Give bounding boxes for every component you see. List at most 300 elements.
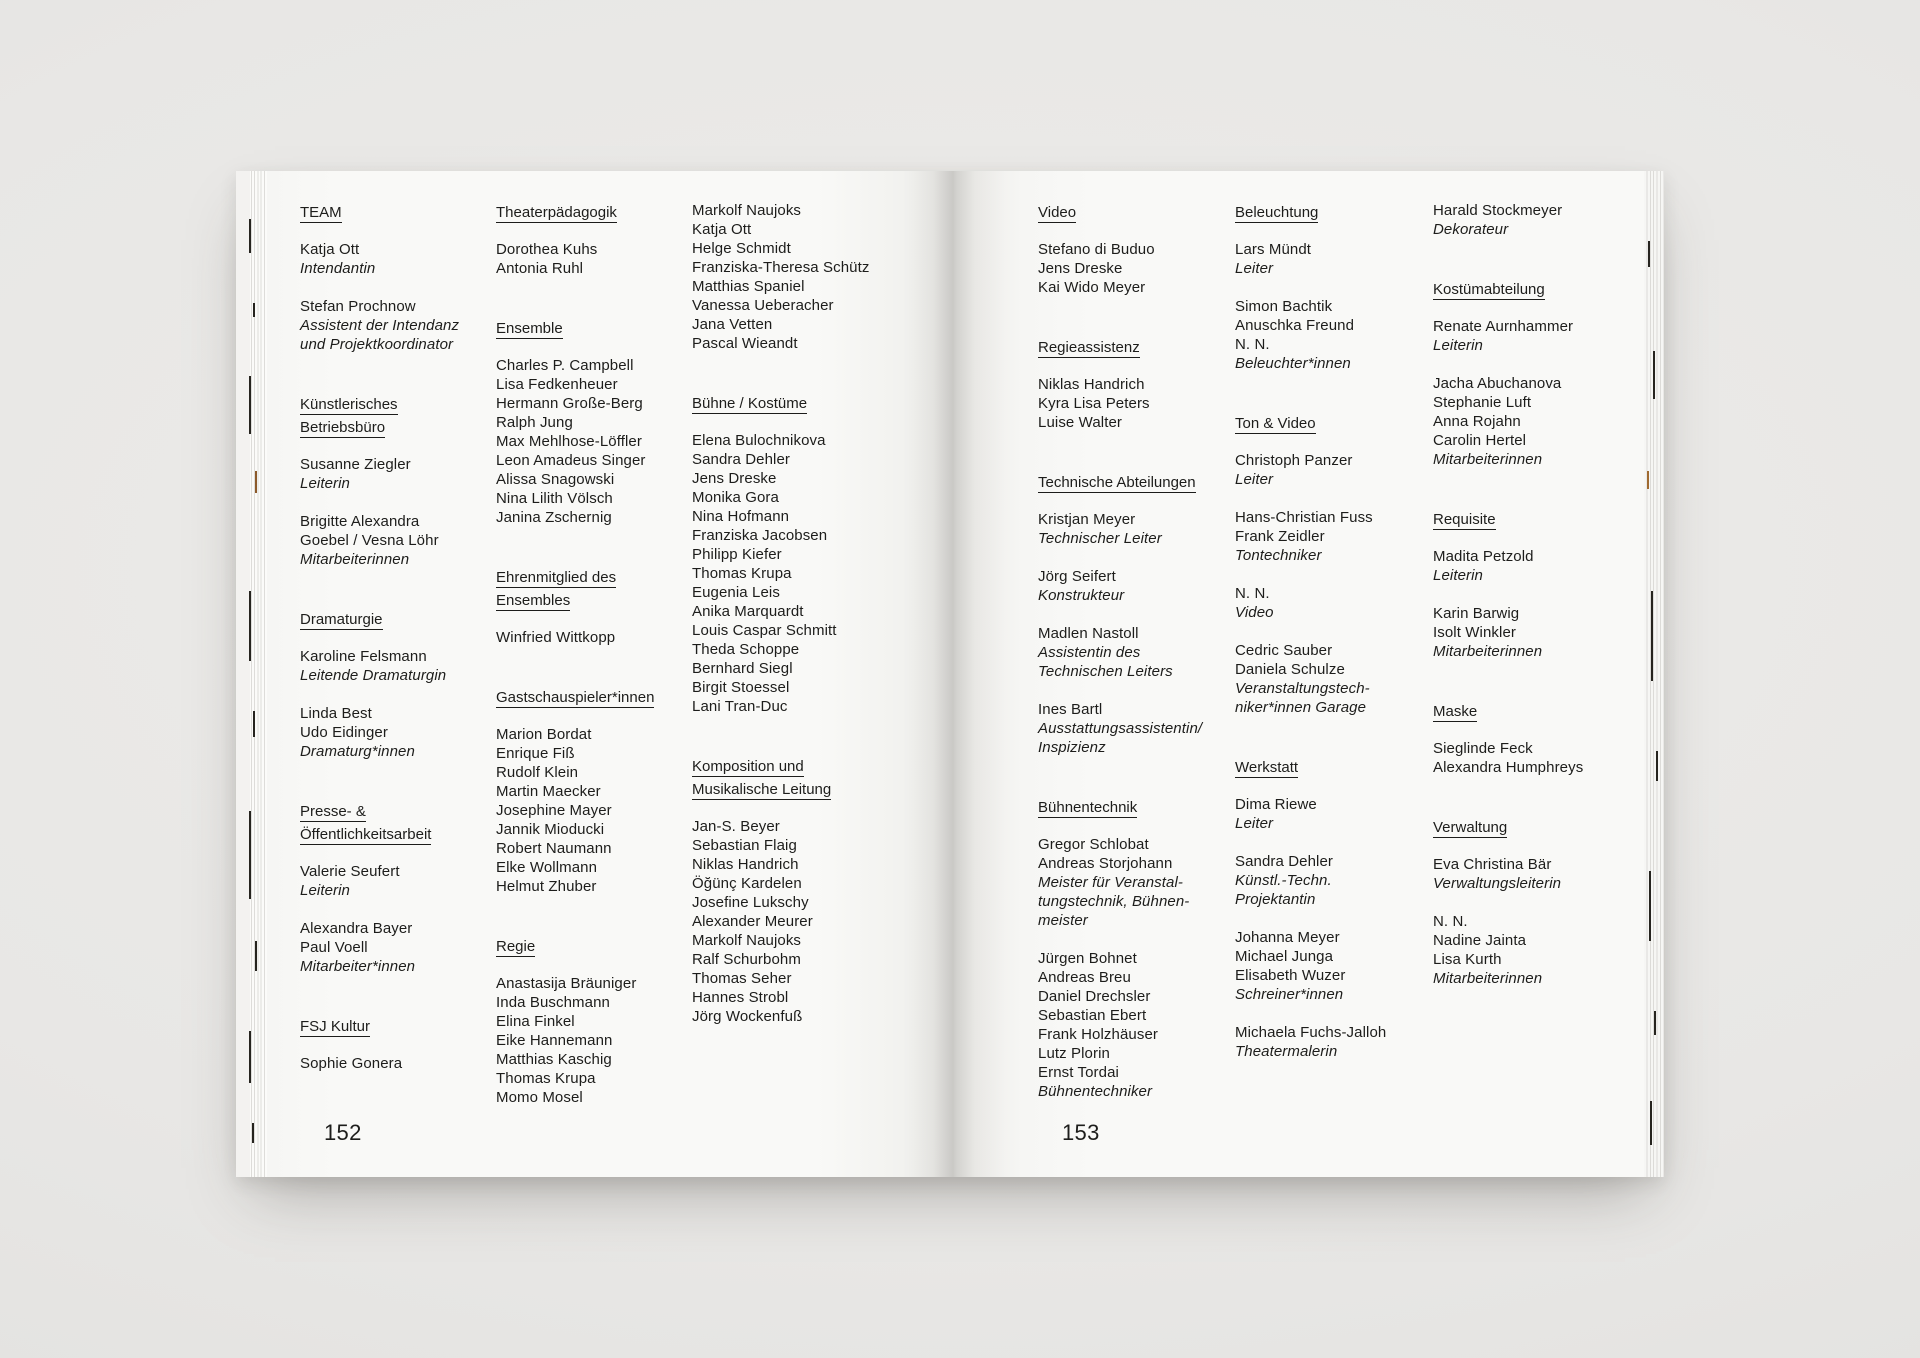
person-name: Anuschka Freund (1235, 317, 1355, 334)
section-heading-line (692, 755, 888, 778)
person-name: Ernst Tordai (1038, 1064, 1119, 1081)
person-name: Carolin Hertel (1433, 432, 1527, 449)
person-name: Michael Junga (1235, 948, 1334, 965)
section-heading-line (1433, 700, 1629, 723)
section-heading (1038, 201, 1234, 224)
credit-group (1433, 201, 1629, 239)
page-columns (267, 171, 954, 1177)
person-name: Markolf Naujoks (692, 932, 802, 949)
section-heading-line (1235, 201, 1431, 224)
heading-text: FSJ Kultur (300, 1018, 371, 1035)
credit-group (1038, 700, 1234, 757)
person-name: Frank Zeidler (1235, 528, 1325, 545)
role-label: Schreiner*innen (1235, 986, 1344, 1003)
person-name: Jana Vetten (692, 316, 773, 333)
page-number-right: 153 (1062, 1120, 1100, 1145)
person-name: Sandra Dehler (1235, 853, 1334, 870)
person-name: Udo Eidinger (300, 724, 388, 741)
credit-group (1235, 1023, 1431, 1061)
role-label: Tontechniker (1235, 547, 1322, 564)
section-heading (1038, 796, 1234, 819)
credit-group (300, 647, 496, 685)
heading-text: Gastschauspieler*innen (496, 689, 655, 706)
heading-text: Ensemble (496, 320, 563, 337)
credit-group (1038, 949, 1234, 1101)
section-heading (300, 201, 496, 224)
credit-group (1235, 584, 1431, 622)
person-name: N. N. (1235, 336, 1270, 353)
role-label: Dekorateur (1433, 221, 1509, 238)
person-name: Linda Best (300, 705, 372, 722)
section-heading (1235, 412, 1431, 435)
heading-text: Betriebsbüro (300, 419, 386, 436)
role-label: Intendantin (300, 260, 376, 277)
person-name: Andreas Breu (1038, 969, 1131, 986)
person-name: Josefine Lukschy (692, 894, 809, 911)
section-heading (496, 317, 692, 340)
person-name: N. N. (1235, 585, 1270, 602)
person-name: Alexandra Bayer (300, 920, 413, 937)
person-name: Elina Finkel (496, 1013, 575, 1030)
person-name: Winfried Wittkopp (496, 629, 616, 646)
role-label: Künstl.-Techn. (1235, 872, 1332, 889)
person-name: Anika Marquardt (692, 603, 804, 620)
page-number-left: 152 (324, 1120, 362, 1145)
person-name: Alexandra Humphreys (1433, 759, 1584, 776)
role-label: Mitarbeiterinnen (1433, 970, 1543, 987)
section-heading (496, 566, 692, 612)
role-label: niker*innen Garage (1235, 699, 1367, 716)
person-name: Stefano di Buduo (1038, 241, 1155, 258)
credit-group (1235, 641, 1431, 717)
person-name: Ralf Schurbohm (692, 951, 801, 968)
person-name: Pascal Wieandt (692, 335, 798, 352)
credit-group (300, 862, 496, 900)
person-name: Christoph Panzer (1235, 452, 1353, 469)
edge-mark (1649, 871, 1651, 941)
section-heading (1433, 508, 1629, 531)
person-name: Susanne Ziegler (300, 456, 411, 473)
page-columns (954, 171, 1644, 1177)
credit-group (300, 1054, 496, 1073)
section-heading-line (1433, 816, 1629, 839)
person-name: Elisabeth Wuzer (1235, 967, 1346, 984)
credit-group (1433, 374, 1629, 469)
section-heading-line (300, 201, 496, 224)
person-name: Ralph Jung (496, 414, 573, 431)
section-heading (300, 608, 496, 631)
person-name: Lisa Fedkenheuer (496, 376, 618, 393)
person-name: Bernhard Siegl (692, 660, 793, 677)
edge-mark (253, 711, 255, 737)
book-page-right (954, 171, 1644, 1177)
heading-text: Ehrenmitglied des (496, 569, 617, 586)
person-name: Sophie Gonera (300, 1055, 403, 1072)
role-label: Leiter (1235, 815, 1274, 832)
person-name: Madita Petzold (1433, 548, 1534, 565)
person-name: Kai Wido Meyer (1038, 279, 1146, 296)
role-label: Mitarbeiterinnen (1433, 643, 1543, 660)
person-name: Luise Walter (1038, 414, 1123, 431)
person-name: Jürgen Bohnet (1038, 950, 1137, 967)
person-name: Karoline Felsmann (300, 648, 427, 665)
person-name: Matthias Spaniel (692, 278, 805, 295)
credit-group (300, 919, 496, 976)
edge-mark (1654, 1011, 1656, 1035)
section-heading-line (496, 201, 692, 224)
edge-mark (1648, 241, 1650, 267)
credit-group (1433, 604, 1629, 661)
role-label: meister (1038, 912, 1088, 929)
person-name: Simon Bachtik (1235, 298, 1333, 315)
section-heading-line (300, 608, 496, 631)
credit-group (1038, 624, 1234, 681)
section-heading-line (300, 800, 496, 823)
person-name: Sieglinde Feck (1433, 740, 1533, 757)
credit-group (1433, 317, 1629, 355)
person-name: Jens Dreske (692, 470, 777, 487)
credit-group (1433, 912, 1629, 988)
person-name: Johanna Meyer (1235, 929, 1340, 946)
person-name: Alexander Meurer (692, 913, 813, 930)
person-name: Jacha Abuchanova (1433, 375, 1562, 392)
person-name: Elena Bulochnikova (692, 432, 826, 449)
role-label: Projektantin (1235, 891, 1316, 908)
role-label: Theatermalerin (1235, 1043, 1338, 1060)
person-name: Jannik Mioducki (496, 821, 605, 838)
credit-group (1235, 451, 1431, 489)
person-name: Helge Schmidt (692, 240, 791, 257)
role-label: und Projektkoordinator (300, 336, 454, 353)
heading-text: Werkstatt (1235, 759, 1299, 776)
person-name: Nina Lilith Völsch (496, 490, 613, 507)
person-name: Sebastian Ebert (1038, 1007, 1147, 1024)
section-heading (300, 1015, 496, 1038)
section-heading-line (1038, 336, 1234, 359)
credit-group (692, 201, 888, 353)
person-name: Inda Buschmann (496, 994, 610, 1011)
role-label: Technischer Leiter (1038, 530, 1162, 547)
person-name: Hans-Christian Fuss (1235, 509, 1373, 526)
person-name: Markolf Naujoks (692, 202, 802, 219)
person-name: Niklas Handrich (692, 856, 799, 873)
role-label: Beleuchter*innen (1235, 355, 1351, 372)
person-name: Dorothea Kuhs (496, 241, 598, 258)
role-label: Bühnentechniker (1038, 1083, 1153, 1100)
heading-text: Bühne / Kostüme (692, 395, 808, 412)
credit-group (300, 512, 496, 569)
credit-group (1038, 240, 1234, 297)
person-name: Katja Ott (692, 221, 752, 238)
person-name: Anna Rojahn (1433, 413, 1521, 430)
text-column (1433, 201, 1629, 1007)
role-label: Leiter (1235, 471, 1274, 488)
credit-group (496, 628, 692, 647)
person-name: Sebastian Flaig (692, 837, 797, 854)
role-label: Assistent der Intendanz (300, 317, 460, 334)
section-heading (1433, 816, 1629, 839)
section-heading-line (1038, 796, 1234, 819)
section-heading (496, 686, 692, 709)
credit-group (1235, 297, 1431, 373)
person-name: Eva Christina Bär (1433, 856, 1552, 873)
role-label: Leiterin (1433, 567, 1483, 584)
edge-mark (249, 811, 251, 899)
book-page-left (267, 171, 954, 1177)
heading-text: Regie (496, 938, 536, 955)
person-name: Enrique Fiß (496, 745, 575, 762)
person-name: Anastasija Bräuniger (496, 975, 637, 992)
credit-group (496, 974, 692, 1107)
heading-text: Künstlerisches (300, 396, 398, 413)
heading-text: Kostümabteilung (1433, 281, 1545, 298)
person-name: Goebel / Vesna Löhr (300, 532, 439, 549)
credit-group (496, 356, 692, 527)
role-label: Inspizienz (1038, 739, 1106, 756)
person-name: Lisa Kurth (1433, 951, 1502, 968)
person-name: Josephine Mayer (496, 802, 612, 819)
person-name: Sandra Dehler (692, 451, 791, 468)
person-name: Renate Aurnhammer (1433, 318, 1574, 335)
person-name: Nina Hofmann (692, 508, 790, 525)
section-heading (692, 392, 888, 415)
edge-mark (249, 1031, 251, 1083)
heading-text: Musikalische Leitung (692, 781, 832, 798)
edge-mark (249, 219, 251, 253)
role-label: Mitarbeiter*innen (300, 958, 416, 975)
edge-mark (249, 376, 251, 434)
credit-group (1038, 375, 1234, 432)
person-name: Harald Stockmeyer (1433, 202, 1563, 219)
heading-text: Ton & Video (1235, 415, 1316, 432)
person-name: Öğünç Kardelen (692, 875, 802, 892)
person-name: Thomas Seher (692, 970, 792, 987)
section-heading-line (300, 393, 496, 416)
role-label: Video (1235, 604, 1274, 621)
person-name: Daniela Schulze (1235, 661, 1345, 678)
person-name: Michaela Fuchs-Jalloh (1235, 1024, 1387, 1041)
text-column (496, 201, 692, 1126)
person-name: Katja Ott (300, 241, 360, 258)
person-name: Madlen Nastoll (1038, 625, 1139, 642)
edge-mark (255, 941, 257, 971)
person-name: Janina Zschernig (496, 509, 612, 526)
credit-group (1038, 835, 1234, 930)
heading-text: Maske (1433, 703, 1478, 720)
person-name: Karin Barwig (1433, 605, 1520, 622)
person-name: Max Mehlhose-Löffler (496, 433, 642, 450)
person-name: Rudolf Klein (496, 764, 579, 781)
heading-text: Technische Abteilungen (1038, 474, 1196, 491)
section-heading (1038, 471, 1234, 494)
section-heading-line (1235, 412, 1431, 435)
person-name: Dima Riewe (1235, 796, 1317, 813)
heading-text: Ensembles (496, 592, 571, 609)
person-name: Brigitte Alexandra (300, 513, 420, 530)
role-label: Leitende Dramaturgin (300, 667, 447, 684)
section-heading-line (300, 416, 496, 439)
section-heading-line (1038, 201, 1234, 224)
edge-mark (252, 1123, 254, 1143)
person-name: Vanessa Ueberacher (692, 297, 834, 314)
person-name: Philipp Kiefer (692, 546, 782, 563)
person-name: Thomas Krupa (692, 565, 792, 582)
person-name: Niklas Handrich (1038, 376, 1145, 393)
role-label: Mitarbeiterinnen (300, 551, 410, 568)
role-label: Veranstaltungstech- (1235, 680, 1370, 697)
credit-group (1038, 510, 1234, 548)
role-label: Leiterin (300, 475, 350, 492)
person-name: Kyra Lisa Peters (1038, 395, 1150, 412)
heading-text: Dramaturgie (300, 611, 383, 628)
person-name: Charles P. Campbell (496, 357, 634, 374)
section-heading-line (1433, 508, 1629, 531)
person-name: Thomas Krupa (496, 1070, 596, 1087)
credit-group (1235, 240, 1431, 278)
edge-mark (249, 591, 251, 661)
person-name: Isolt Winkler (1433, 624, 1516, 641)
credit-group (1433, 855, 1629, 893)
person-name: Antonia Ruhl (496, 260, 584, 277)
person-name: Franziska Jacobsen (692, 527, 828, 544)
role-label: Dramaturg*innen (300, 743, 415, 760)
person-name: Franziska-Theresa Schütz (692, 259, 870, 276)
person-name: Monika Gora (692, 489, 779, 506)
person-name: Martin Maecker (496, 783, 601, 800)
heading-text: Theaterpädagogik (496, 204, 617, 221)
person-name: Stefan Prochnow (300, 298, 416, 315)
person-name: Jan-S. Beyer (692, 818, 780, 835)
section-heading-line (692, 392, 888, 415)
person-name: Alissa Snagowski (496, 471, 615, 488)
person-name: Leon Amadeus Singer (496, 452, 646, 469)
role-label: Leiterin (1433, 337, 1483, 354)
credit-group (1433, 739, 1629, 777)
credit-group (300, 704, 496, 761)
section-heading (1433, 700, 1629, 723)
role-label: Verwaltungsleiterin (1433, 875, 1562, 892)
section-heading-line (496, 686, 692, 709)
page-edge-left (236, 171, 267, 1177)
credit-group (1235, 928, 1431, 1004)
section-heading (1235, 756, 1431, 779)
book-spread (236, 171, 1664, 1177)
heading-text: Verwaltung (1433, 819, 1508, 836)
person-name: Jens Dreske (1038, 260, 1123, 277)
role-label: Meister für Veranstal- (1038, 874, 1184, 891)
heading-text: Presse- & (300, 803, 366, 820)
person-name: Robert Naumann (496, 840, 612, 857)
section-heading-line (300, 1015, 496, 1038)
text-column (692, 201, 888, 1045)
text-column (300, 201, 496, 1092)
section-heading-line (496, 935, 692, 958)
person-name: Lani Tran-Duc (692, 698, 788, 715)
person-name: Hermann Große-Berg (496, 395, 643, 412)
person-name: Marion Bordat (496, 726, 592, 743)
credit-group (1038, 567, 1234, 605)
heading-text: TEAM (300, 204, 342, 221)
person-name: Jörg Wockenfuß (692, 1008, 803, 1025)
person-name: Matthias Kaschig (496, 1051, 612, 1068)
edge-mark (1650, 1101, 1652, 1145)
heading-text: Bühnentechnik (1038, 799, 1138, 816)
credit-group (1433, 547, 1629, 585)
text-column (1038, 201, 1234, 1120)
heading-text: Beleuchtung (1235, 204, 1319, 221)
role-label: Leiter (1235, 260, 1274, 277)
person-name: Eugenia Leis (692, 584, 780, 601)
page-edge-right (1644, 171, 1664, 1177)
person-name: Birgit Stoessel (692, 679, 790, 696)
role-label: Konstrukteur (1038, 587, 1125, 604)
role-label: Leiterin (300, 882, 350, 899)
edge-mark (255, 471, 257, 493)
person-name: Stephanie Luft (1433, 394, 1532, 411)
section-heading-line (1038, 471, 1234, 494)
heading-text: Regieassistenz (1038, 339, 1140, 356)
person-name: Elke Wollmann (496, 859, 598, 876)
heading-text: Requisite (1433, 511, 1496, 528)
section-heading-line (496, 589, 692, 612)
section-heading-line (496, 566, 692, 589)
section-heading (300, 800, 496, 846)
person-name: Nadine Jainta (1433, 932, 1527, 949)
heading-text: Öffentlichkeitsarbeit (300, 826, 432, 843)
person-name: Cedric Sauber (1235, 642, 1333, 659)
person-name: Paul Voell (300, 939, 368, 956)
section-heading-line (496, 317, 692, 340)
person-name: Kristjan Meyer (1038, 511, 1136, 528)
person-name: N. N. (1433, 913, 1468, 930)
edge-mark (1651, 591, 1653, 681)
edge-mark (1647, 471, 1649, 489)
section-heading-line (692, 778, 888, 801)
section-heading (300, 393, 496, 439)
person-name: Helmut Zhuber (496, 878, 597, 895)
section-heading-line (300, 823, 496, 846)
person-name: Gregor Schlobat (1038, 836, 1149, 853)
section-heading (692, 755, 888, 801)
section-heading (1038, 336, 1234, 359)
role-label: Ausstattungsassistentin/ (1038, 720, 1203, 737)
credit-group (1235, 852, 1431, 909)
credit-group (692, 817, 888, 1026)
credit-group (496, 240, 692, 278)
person-name: Lutz Plorin (1038, 1045, 1110, 1062)
person-name: Theda Schoppe (692, 641, 800, 658)
section-heading (1235, 201, 1431, 224)
person-name: Momo Mosel (496, 1089, 583, 1106)
section-heading (1433, 278, 1629, 301)
heading-text: Komposition und (692, 758, 804, 775)
section-heading (496, 201, 692, 224)
person-name: Daniel Drechsler (1038, 988, 1151, 1005)
section-heading-line (1235, 756, 1431, 779)
person-name: Eike Hannemann (496, 1032, 613, 1049)
person-name: Jörg Seifert (1038, 568, 1116, 585)
edge-mark (253, 303, 255, 317)
person-name: Louis Caspar Schmitt (692, 622, 837, 639)
credit-group (1235, 795, 1431, 833)
person-name: Lars Mündt (1235, 241, 1312, 258)
credit-group (692, 431, 888, 716)
person-name: Valerie Seufert (300, 863, 400, 880)
credit-group (496, 725, 692, 896)
credit-group (300, 240, 496, 278)
credit-group (300, 297, 496, 354)
role-label: Assistentin des (1038, 644, 1141, 661)
